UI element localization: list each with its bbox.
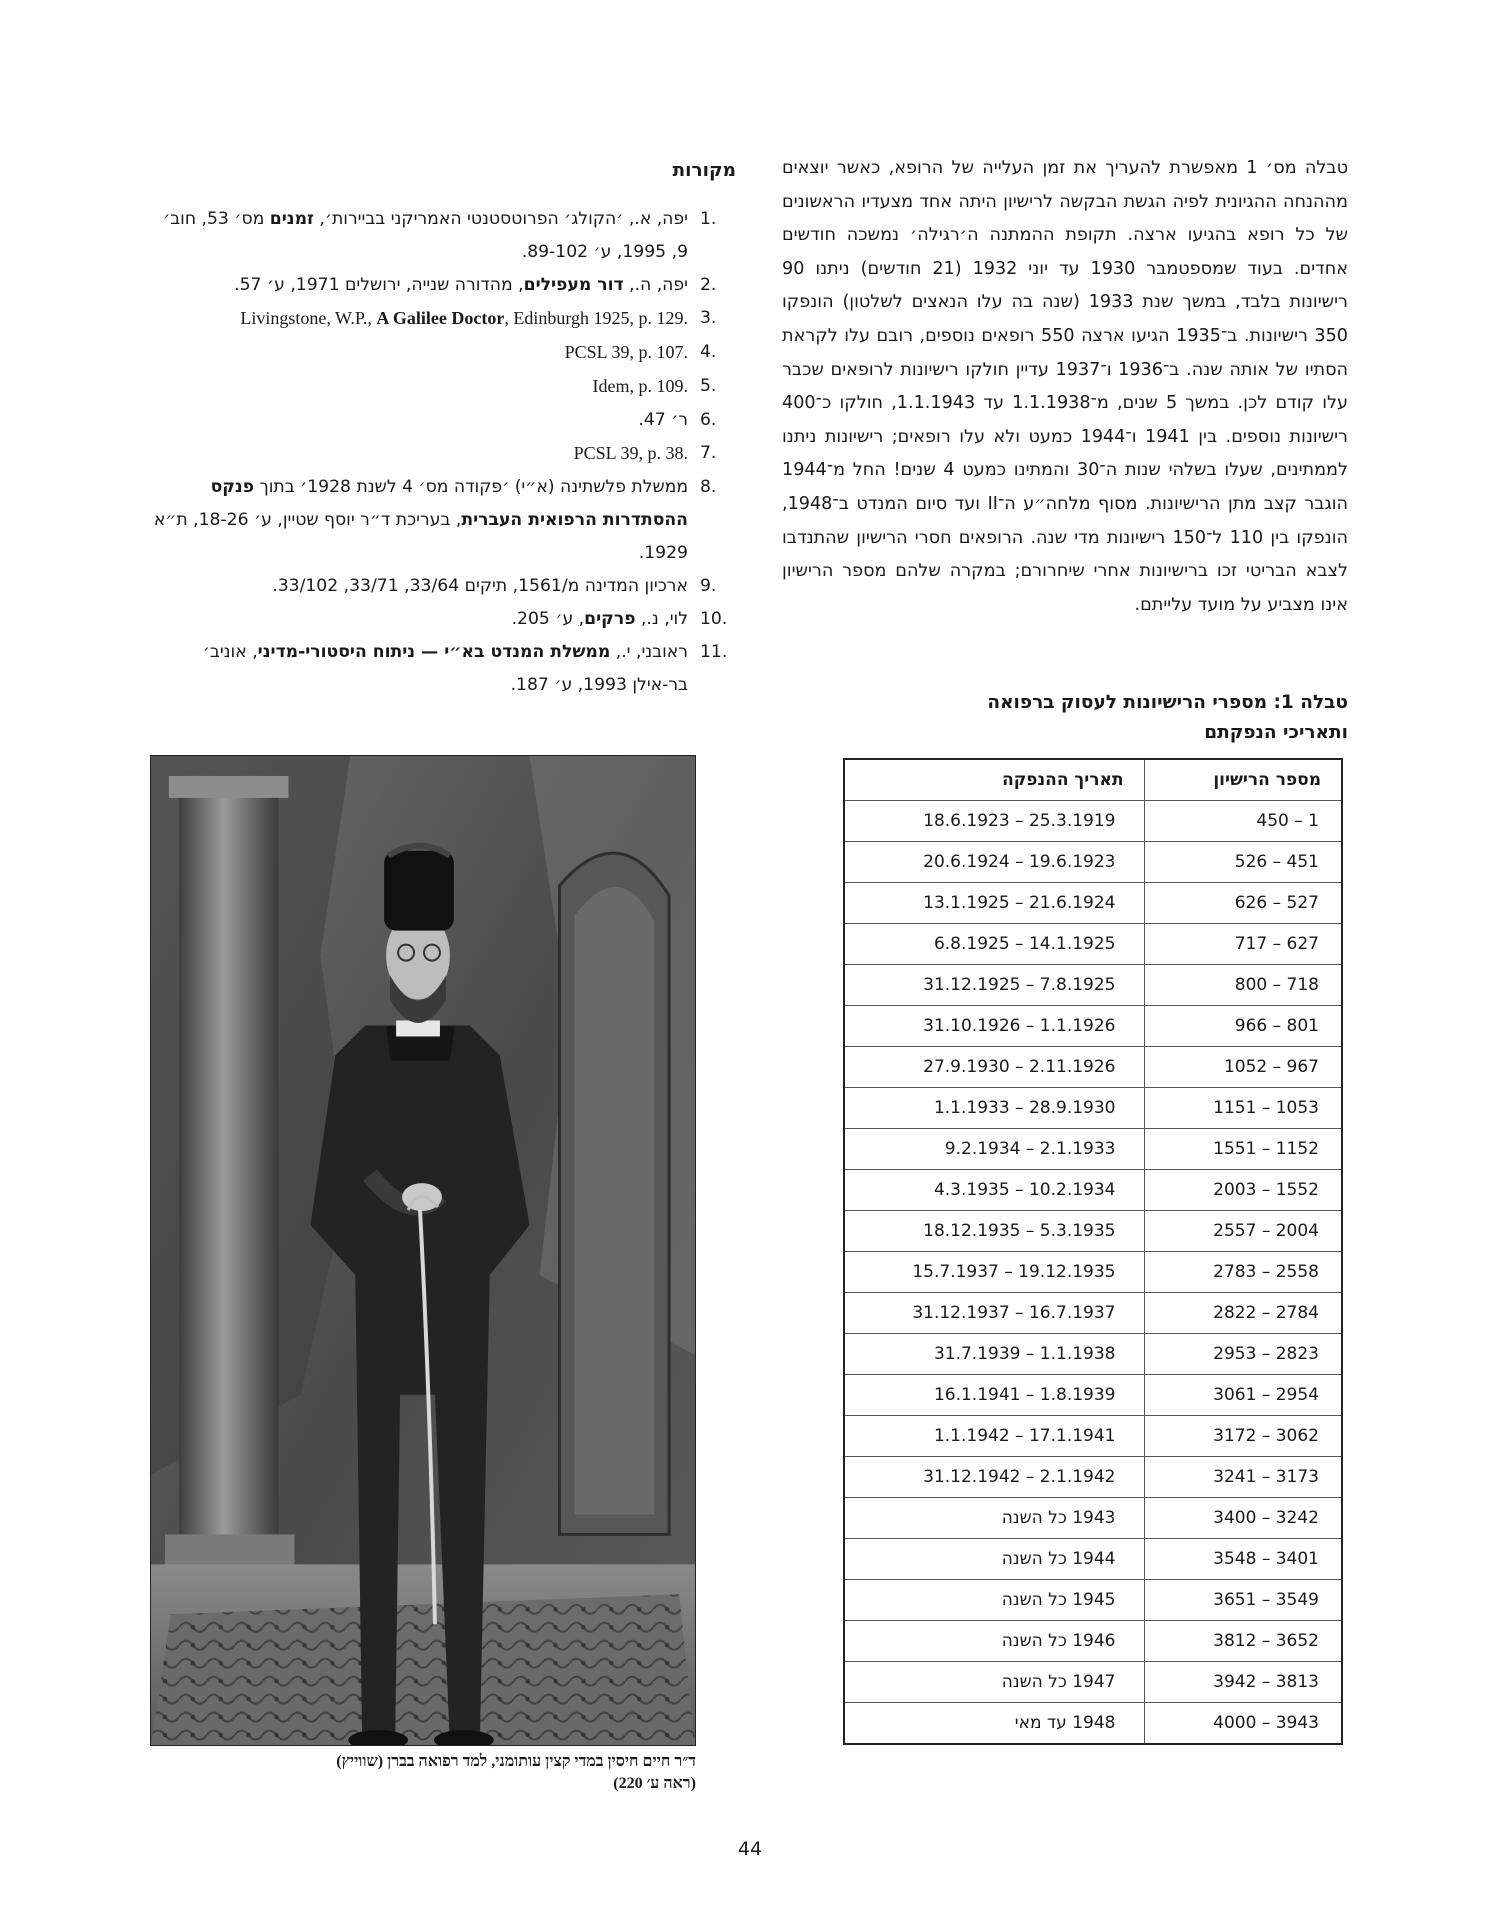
issue-date-cell: 1946 כל השנה xyxy=(844,1621,1144,1662)
source-text xyxy=(272,576,688,596)
table-row xyxy=(844,1129,1342,1170)
table-row xyxy=(844,1539,1342,1580)
photo-caption-line-2: (ראה ע׳ 220) xyxy=(613,1775,696,1792)
table-row xyxy=(844,883,1342,924)
table-row xyxy=(844,801,1342,842)
source-part: , אוניב׳ בר-אילן 1993, ע׳ 187. xyxy=(202,642,688,695)
license-table xyxy=(843,758,1343,1745)
source-title: דור מעפילים xyxy=(523,275,624,295)
table-row xyxy=(844,1580,1342,1621)
issue-date-cell: 2.1.1942 – 31.12.1942 xyxy=(844,1457,1144,1498)
issue-date-cell: 14.1.1925 – 6.8.1925 xyxy=(844,924,1144,965)
license-number-cell: 3062 – 3172 xyxy=(1144,1416,1342,1457)
issue-date-cell: 10.2.1934 – 4.3.1935 xyxy=(844,1170,1144,1211)
source-item xyxy=(150,603,736,636)
source-text xyxy=(203,642,688,695)
issue-date-cell: 1.1.1938 – 31.7.1939 xyxy=(844,1334,1144,1375)
issue-date-cell: 25.3.1919 – 18.6.1923 xyxy=(844,801,1144,842)
source-number: 3. xyxy=(700,308,717,328)
source-part: Idem, p. 109. xyxy=(592,376,688,396)
source-part: מס׳ 53, חוב׳ 9, 1995, ע׳ 89-102. xyxy=(163,209,688,262)
license-number-cell: 3943 – 4000 xyxy=(1144,1703,1342,1745)
table-row xyxy=(844,1252,1342,1293)
issue-date-cell: 5.3.1935 – 18.12.1935 xyxy=(844,1211,1144,1252)
table-title xyxy=(782,688,1348,748)
source-title: ממשלת המנדט בא״י — ניתוח היסטורי-מדיני xyxy=(257,642,611,662)
table-body xyxy=(844,801,1342,1745)
source-part: , Edinburgh 1925, p. 129. xyxy=(504,308,688,328)
license-number-cell: 3549 – 3651 xyxy=(1144,1580,1342,1621)
source-item xyxy=(150,437,736,471)
source-title: זמנים xyxy=(269,209,314,229)
source-text xyxy=(574,443,688,463)
table-row xyxy=(844,1457,1342,1498)
source-number: 7. xyxy=(700,443,717,463)
source-number: 5. xyxy=(700,376,717,396)
header-issue-date: תאריך ההנפקה xyxy=(844,759,1144,801)
source-number: 11. xyxy=(700,642,728,662)
issue-date-cell: 1943 כל השנה xyxy=(844,1498,1144,1539)
table-row xyxy=(844,1088,1342,1129)
source-part: ממשלת פלשתינה (א״י) ׳פקודה מס׳ 4 לשנת 1928׳ בתוך xyxy=(254,477,688,497)
source-part: Livingstone, W.P., xyxy=(240,308,377,328)
source-text xyxy=(163,209,688,262)
source-item xyxy=(150,370,736,404)
table-row xyxy=(844,1703,1342,1745)
license-number-cell: 718 – 800 xyxy=(1144,965,1342,1006)
issue-date-cell: 2.1.1933 – 9.2.1934 xyxy=(844,1129,1144,1170)
table-row xyxy=(844,1662,1342,1703)
page-number: 44 xyxy=(737,1838,763,1860)
table-row xyxy=(844,842,1342,883)
source-item xyxy=(150,302,736,336)
source-item xyxy=(150,404,736,437)
source-number: 2. xyxy=(700,275,717,295)
license-number-cell: 2004 – 2557 xyxy=(1144,1211,1342,1252)
table-header-row xyxy=(844,759,1342,801)
issue-date-cell: 2.11.1926 – 27.9.1930 xyxy=(844,1047,1144,1088)
source-part: יפה, א., ׳הקולג׳ הפרוטסטנטי האמריקני בביירות׳, xyxy=(313,209,688,229)
source-number: 6. xyxy=(700,410,717,430)
photo-caption xyxy=(150,1751,696,1795)
license-number-cell: 1 – 450 xyxy=(1144,801,1342,842)
license-number-cell: 3652 – 3812 xyxy=(1144,1621,1342,1662)
source-text xyxy=(240,308,688,328)
issue-date-cell: 1945 כל השנה xyxy=(844,1580,1144,1621)
source-part: , בעריכת ד״ר יוסף שטיין, ע׳ 18-26, ת״א 1929. xyxy=(153,510,688,563)
source-part: ראובני, י., xyxy=(610,642,688,662)
license-number-cell: 2784 – 2822 xyxy=(1144,1293,1342,1334)
issue-date-cell: 19.6.1923 – 20.6.1924 xyxy=(844,842,1144,883)
source-item xyxy=(150,471,736,570)
source-text xyxy=(593,376,688,396)
source-part: יפה, ה., xyxy=(623,275,688,295)
source-part: ר׳ 47. xyxy=(638,410,688,430)
source-part: PCSL 39, p. 107. xyxy=(564,342,688,362)
source-part: לוי, נ., xyxy=(635,609,688,629)
license-number-cell: 2954 – 3061 xyxy=(1144,1375,1342,1416)
header-license-number: מספר הרישיון xyxy=(1144,759,1342,801)
sources-heading: מקורות xyxy=(672,160,736,181)
license-number-cell: 627 – 717 xyxy=(1144,924,1342,965)
source-item xyxy=(150,570,736,603)
source-part: ארכיון המדינה מ/1561, תיקים 33/64, 33/71, 33/102. xyxy=(272,576,688,596)
table-row xyxy=(844,1047,1342,1088)
table-row xyxy=(844,965,1342,1006)
license-number-cell: 3813 – 3942 xyxy=(1144,1662,1342,1703)
photo-caption-line-1: ד״ר חיים חיסין במדי קצין עותומני, למד רפואה בברן (שווייץ) xyxy=(336,1753,696,1770)
issue-date-cell: 1947 כל השנה xyxy=(844,1662,1144,1703)
issue-date-cell: 1948 עד מאי xyxy=(844,1703,1144,1745)
license-number-cell: 451 – 526 xyxy=(1144,842,1342,883)
source-part: , ע׳ 205. xyxy=(511,609,585,629)
issue-date-cell: 19.12.1935 – 15.7.1937 xyxy=(844,1252,1144,1293)
source-text xyxy=(154,477,688,563)
source-item xyxy=(150,636,736,702)
license-number-cell: 2558 – 2783 xyxy=(1144,1252,1342,1293)
source-title: A Galilee Doctor xyxy=(376,308,505,328)
source-number: 9. xyxy=(700,576,717,596)
issue-date-cell: 1.1.1926 – 31.10.1926 xyxy=(844,1006,1144,1047)
table-row xyxy=(844,1006,1342,1047)
license-number-cell: 801 – 966 xyxy=(1144,1006,1342,1047)
source-title: פנקס ההסתדרות הרפואית העברית xyxy=(210,477,688,530)
issue-date-cell: 17.1.1941 – 1.1.1942 xyxy=(844,1416,1144,1457)
table-row xyxy=(844,1375,1342,1416)
portrait-photo xyxy=(150,755,696,1746)
table-row xyxy=(844,924,1342,965)
license-number-cell: 3173 – 3241 xyxy=(1144,1457,1342,1498)
license-number-cell: 1552 – 2003 xyxy=(1144,1170,1342,1211)
source-number: 10. xyxy=(700,609,728,629)
license-number-cell: 3401 – 3548 xyxy=(1144,1539,1342,1580)
table-row xyxy=(844,1621,1342,1662)
body-paragraph: טבלה מס׳ 1 מאפשרת להעריך את זמן העלייה של הרופא, כאשר יוצאים מההנחה ההגיונית לפיה הגשת הבקשה לרישיון היתה אחד מצעדיו הראשונים של כל רופא בהגיעו ארצה. תקופת ההמתנה ה׳רגילה׳ נמשכה חודשים אחדים. בעוד שמספטמבר 1930 עד יוני 1932 (21 חודשים) ניתנו 90 רישיונות בלבד, במשך שנת 1933 (שנה בה עלו הנאצים לשלטון) הונפקו 350 רישיונות. ב־1935 הגיעו ארצה 550 רופאים נוספים, רובם עלו לקראת הסתיו של אותה שנה. ב־1936 ו־1937 עדיין חולקו רישיונות לרופאים שכבר עלו קודם לכן. במשך 5 שנים, מ־1.1.1938 עד 1.1.1943, חולקו כ־400 רישיונות נוספים. בין 1941 ו־1944 כמעט ולא עלו רופאים; רישיונות ניתנו לממתינים, שעלו בשלהי שנות ה־30 והמתינו כמעט 4 שנים! החל מ־1944 הוגבר קצב מתן הרישיונות. מסוף מלחה״ע ה־II ועד סיום המנדט ב־1948, הונפקו בין 110 ל־150 רישיונות מדי שנה. הרופאים חסרי הרישיון שהתנדבו לצבא הבריטי זכו ברישיונות אחרי שיחרורם; במקרה שלהם מספר הרישיון אינו מצביע על מועד עלייתם. xyxy=(782,158,1349,615)
license-number-cell: 967 – 1052 xyxy=(1144,1047,1342,1088)
issue-date-cell: 1944 כל השנה xyxy=(844,1539,1144,1580)
license-number-cell: 1053 – 1151 xyxy=(1144,1088,1342,1129)
portrait-illustration xyxy=(151,756,695,1745)
table-title-line-2: ותאריכי הנפקתם xyxy=(1204,722,1348,743)
table-row xyxy=(844,1416,1342,1457)
source-text xyxy=(638,410,688,430)
table-row xyxy=(844,1498,1342,1539)
source-item xyxy=(150,269,736,302)
source-number: 8. xyxy=(700,477,717,497)
source-title: פרקים xyxy=(584,609,636,629)
table-row xyxy=(844,1211,1342,1252)
source-text xyxy=(565,342,688,362)
issue-date-cell: 16.7.1937 – 31.12.1937 xyxy=(844,1293,1144,1334)
issue-date-cell: 28.9.1930 – 1.1.1933 xyxy=(844,1088,1144,1129)
license-number-cell: 2823 – 2953 xyxy=(1144,1334,1342,1375)
issue-date-cell: 1.8.1939 – 16.1.1941 xyxy=(844,1375,1144,1416)
table-title-line-1: טבלה 1: מספרי הרישיונות לעסוק ברפואה xyxy=(987,692,1348,713)
license-number-cell: 3242 – 3400 xyxy=(1144,1498,1342,1539)
source-text xyxy=(234,275,688,295)
source-number: 1. xyxy=(700,209,717,229)
table-row xyxy=(844,1334,1342,1375)
issue-date-cell: 21.6.1924 – 13.1.1925 xyxy=(844,883,1144,924)
source-part: PCSL 39, p. 38. xyxy=(573,443,688,463)
sources-list xyxy=(150,203,736,702)
source-number: 4. xyxy=(700,342,717,362)
source-item xyxy=(150,203,736,269)
license-number-cell: 527 – 626 xyxy=(1144,883,1342,924)
license-number-cell: 1152 – 1551 xyxy=(1144,1129,1342,1170)
table-row xyxy=(844,1170,1342,1211)
source-item xyxy=(150,336,736,370)
issue-date-cell: 7.8.1925 – 31.12.1925 xyxy=(844,965,1144,1006)
source-part: , מהדורה שנייה, ירושלים 1971, ע׳ 57. xyxy=(234,275,524,295)
table-row xyxy=(844,1293,1342,1334)
source-text xyxy=(512,609,688,629)
